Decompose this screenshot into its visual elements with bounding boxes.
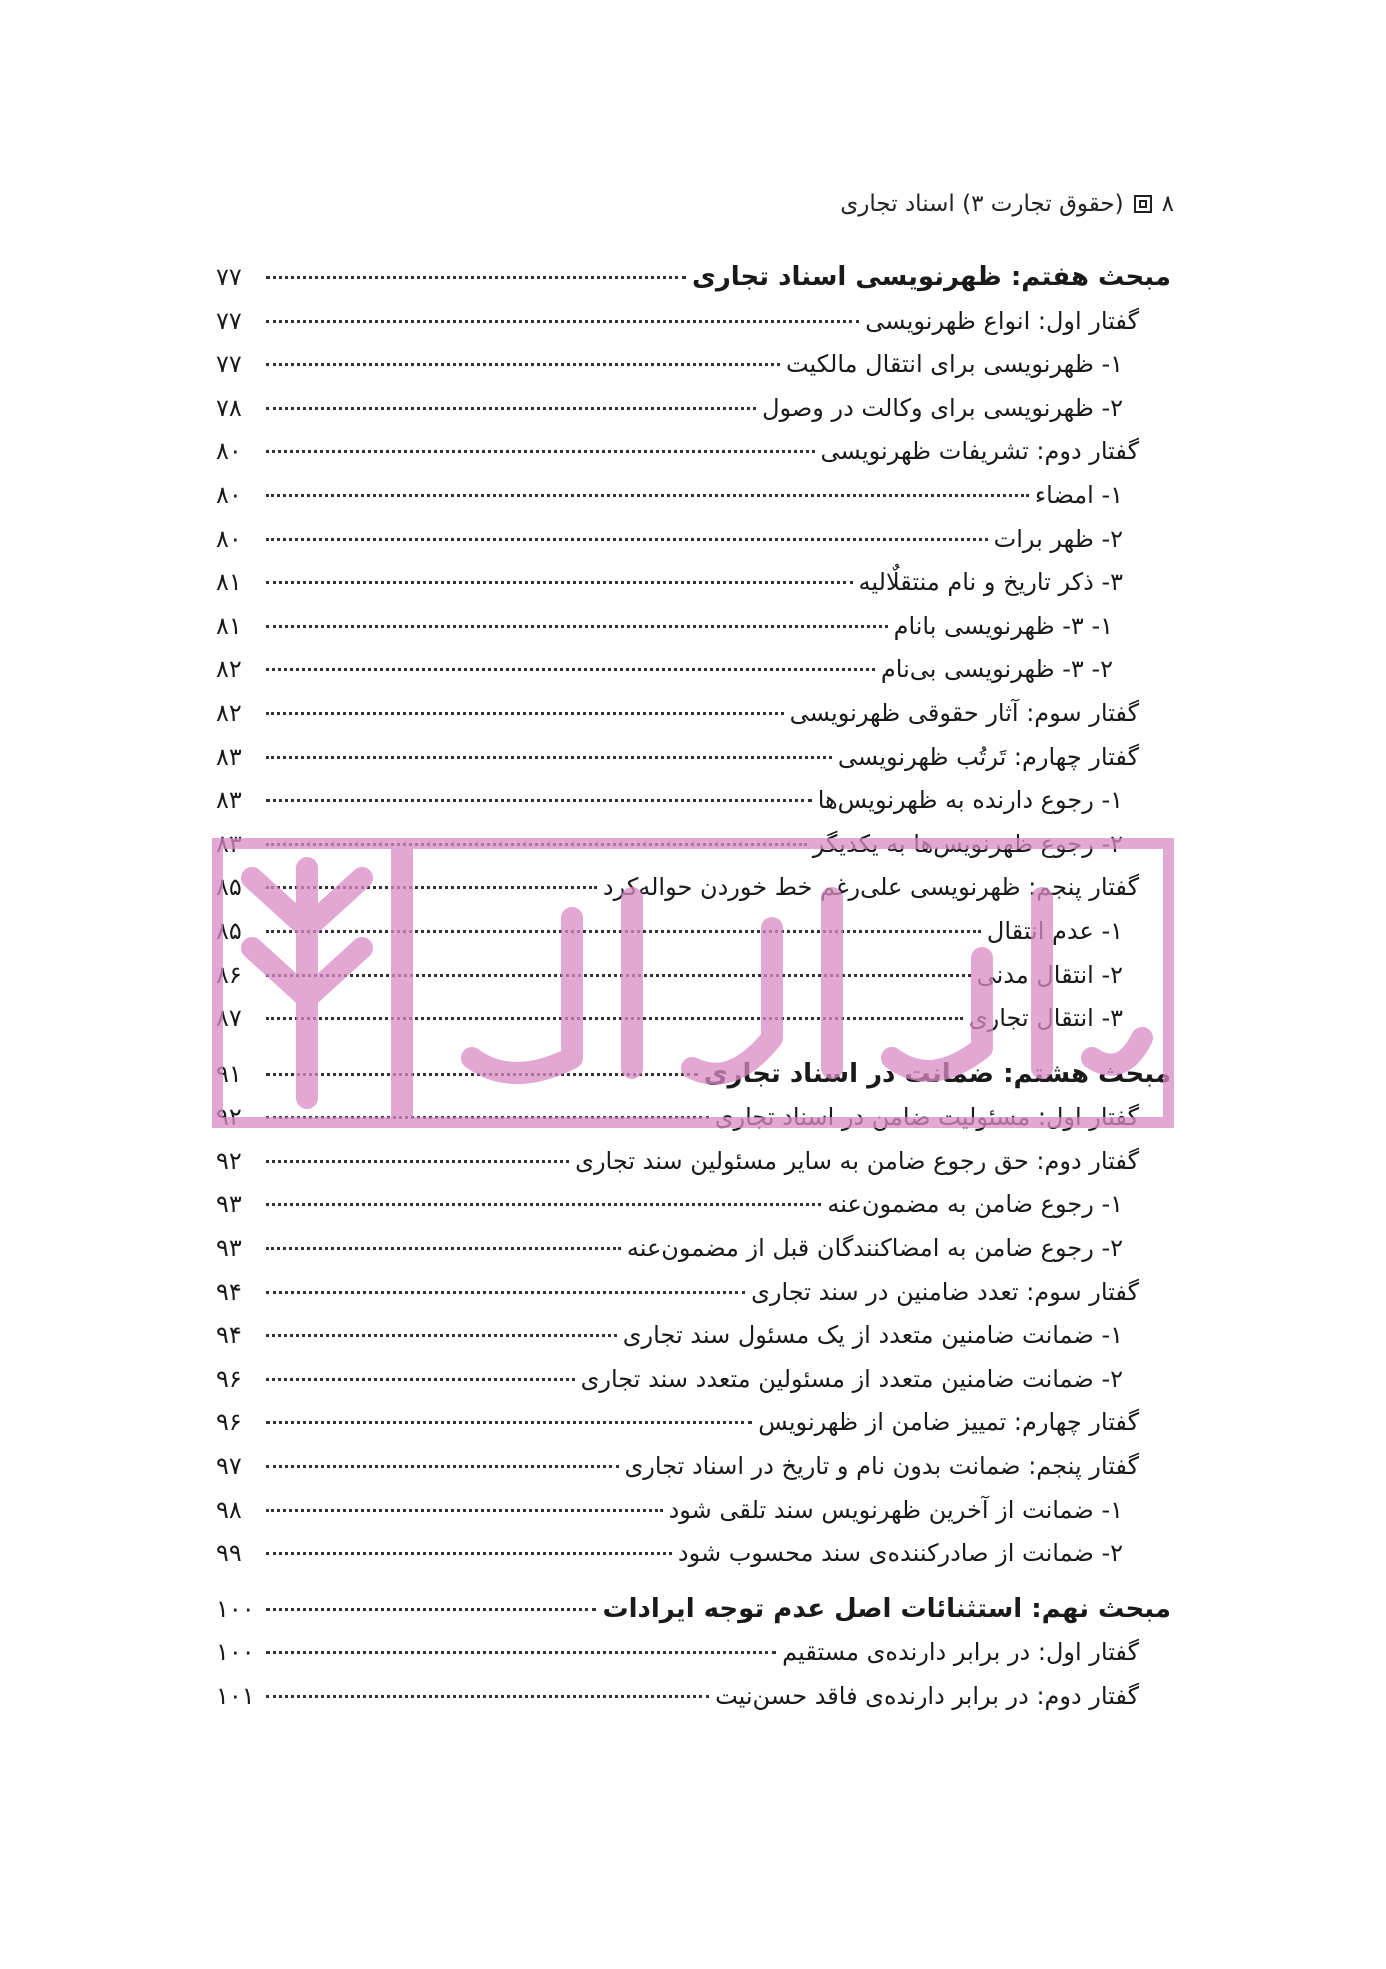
toc-entry-row xyxy=(216,648,1171,692)
toc-entry-row xyxy=(216,1096,1171,1140)
toc-page-number: ۸۳ xyxy=(216,786,242,815)
toc-entry-row xyxy=(216,823,1171,867)
toc-entry-title: مبحث نهم: استثنائات اصل عدم توجه ایرادات xyxy=(602,1593,1171,1624)
toc-page-number: ۹۲ xyxy=(216,1103,242,1132)
toc-entry-row xyxy=(216,1314,1171,1358)
toc-entry-row xyxy=(216,605,1171,649)
dot-leader xyxy=(266,449,815,453)
header-book-title: (حقوق تجارت ۳) اسناد تجاری xyxy=(840,191,1124,217)
dot-leader xyxy=(266,1016,963,1020)
dot-leader xyxy=(266,667,875,671)
toc-page-number: ۸۲ xyxy=(216,698,242,727)
toc-entry-title: ۱- ظهرنویسی برای انتقال مالکیت xyxy=(785,350,1123,379)
toc-page-number: ۹۴ xyxy=(216,1321,242,1350)
toc-entry-title: گفتار دوم: تشریفات ظهرنویسی xyxy=(820,437,1139,466)
toc-entry-row xyxy=(216,1532,1171,1576)
dot-leader xyxy=(266,842,807,846)
toc-entry-title: ۲- ظهر برات xyxy=(993,524,1123,553)
toc-entry-row xyxy=(216,954,1171,998)
toc-entry-row xyxy=(216,474,1171,518)
toc-entry-row xyxy=(216,866,1171,910)
toc-page-number: ۹۴ xyxy=(216,1277,242,1306)
toc-entry-row xyxy=(216,1675,1171,1719)
dot-leader xyxy=(266,362,780,366)
toc-page-number: ۹۱ xyxy=(216,1059,242,1088)
dot-leader xyxy=(266,275,686,279)
toc-entry-row xyxy=(216,561,1171,605)
dot-leader xyxy=(266,1377,575,1381)
toc-page-number: ۸۳ xyxy=(216,829,242,858)
toc-entry-title: گفتار پنجم: ضمانت بدون نام و تاریخ در اسناد تجاری xyxy=(624,1452,1139,1481)
toc-page-number: ۸۵ xyxy=(216,916,242,945)
table-of-contents xyxy=(216,256,1171,1719)
toc-entry-title: ۱- ضمانت ضامنین متعدد از یک مسئول سند تجاری xyxy=(622,1321,1123,1350)
dot-leader xyxy=(266,1694,709,1698)
square-box-icon xyxy=(1134,195,1152,213)
dot-leader xyxy=(266,1551,672,1555)
dot-leader xyxy=(266,1464,619,1468)
toc-entry-row xyxy=(216,300,1171,344)
toc-entry-title: ۲- رجوع ظهرنویس‌ها به یکدیگر xyxy=(812,829,1123,858)
dot-leader xyxy=(266,406,756,410)
dot-leader xyxy=(266,798,812,802)
dot-leader xyxy=(266,493,1029,497)
toc-page-number: ۷۷ xyxy=(216,306,242,335)
toc-entry-title: ۱- ضمانت از آخرین ظهرنویس سند تلقی شود xyxy=(668,1495,1123,1524)
toc-entry-title: گفتار سوم: تعدد ضامنین در سند تجاری xyxy=(751,1277,1139,1306)
toc-entry-title: گفتار اول: مسئولیت ضامن در اسناد تجاری xyxy=(714,1103,1139,1132)
toc-entry-title: ۲- ظهرنویسی برای وکالت در وصول xyxy=(762,393,1123,422)
toc-page-number: ۹۳ xyxy=(216,1234,242,1263)
toc-section-row xyxy=(216,1588,1171,1632)
toc-entry-title: ۳- انتقال تجاری xyxy=(968,1004,1123,1033)
dot-leader xyxy=(266,624,888,628)
toc-entry-row xyxy=(216,1227,1171,1271)
toc-entry-title: ۳- ذکر تاریخ و نام منتقلٌالیه xyxy=(858,568,1123,597)
toc-entry-row xyxy=(216,1401,1171,1445)
dot-leader xyxy=(266,1333,617,1337)
toc-entry-row xyxy=(216,779,1171,823)
toc-page-number: ۹۲ xyxy=(216,1146,242,1175)
toc-section-row xyxy=(216,256,1171,300)
dot-leader xyxy=(266,1650,776,1654)
dot-leader xyxy=(266,929,981,933)
toc-page-number: ۸۲ xyxy=(216,655,242,684)
toc-entry-title: گفتار دوم: در برابر دارنده‌ی فاقد حسن‌نیت xyxy=(715,1682,1139,1710)
toc-entry-title: گفتار چهارم: تَرتُب ظهرنویسی xyxy=(837,742,1139,771)
dot-leader xyxy=(266,973,971,977)
toc-entry-row xyxy=(216,430,1171,474)
toc-entry-row xyxy=(216,1271,1171,1315)
toc-page-number: ۸۱ xyxy=(216,611,242,640)
toc-entry-title: گفتار اول: انواع ظهرنویسی xyxy=(865,306,1139,335)
toc-entry-row xyxy=(216,1631,1171,1675)
dot-leader xyxy=(266,1159,569,1163)
toc-page-number: ۸۶ xyxy=(216,960,242,989)
toc-entry-row xyxy=(216,1358,1171,1402)
toc-page-number: ۹۷ xyxy=(216,1452,242,1481)
toc-entry-title: مبحث هشتم: ضمانت در اسناد تجاری xyxy=(703,1058,1171,1089)
dot-leader xyxy=(266,885,597,889)
toc-entry-title: ۱- ۳- ظهرنویسی بانام xyxy=(893,611,1113,640)
dot-leader xyxy=(266,319,859,323)
toc-page-number: ۸۷ xyxy=(216,1004,242,1033)
toc-entry-title: مبحث هفتم: ظهرنویسی اسناد تجاری xyxy=(692,262,1171,292)
toc-entry-row xyxy=(216,518,1171,562)
toc-entry-row xyxy=(216,692,1171,736)
toc-entry-title: ۲- رجوع ضامن به امضاکنندگان قبل از مضمون‌عنه xyxy=(626,1234,1123,1263)
toc-page-number: ۸۳ xyxy=(216,742,242,771)
page-header xyxy=(574,186,1174,222)
header-page-number: ۸ xyxy=(1161,191,1174,217)
toc-entry-title: گفتار دوم: حق رجوع ضامن به سایر مسئولین سند تجاری xyxy=(575,1146,1139,1175)
dot-leader xyxy=(266,755,832,759)
toc-page-number: ۸۰ xyxy=(216,480,242,509)
toc-entry-title: ۱- عدم انتقال xyxy=(986,916,1123,945)
toc-page-number: ۷۸ xyxy=(216,393,242,422)
toc-entry-row xyxy=(216,387,1171,431)
dot-leader xyxy=(266,1246,621,1250)
toc-page-number: ۹۹ xyxy=(216,1539,242,1568)
toc-page-number: ۸۰ xyxy=(216,524,242,553)
dot-leader xyxy=(266,1202,821,1206)
toc-entry-title: ۲- ضمانت از صادرکننده‌ی سند محسوب شود xyxy=(677,1539,1123,1568)
toc-entry-row xyxy=(216,1140,1171,1184)
toc-page-number: ۸۵ xyxy=(216,873,242,902)
dot-leader xyxy=(266,1072,698,1076)
toc-entry-title: ۲- ۳- ظهرنویسی بی‌نام xyxy=(880,655,1113,684)
toc-page-number: ۷۷ xyxy=(216,350,242,379)
toc-entry-title: ۲- انتقال مدنی xyxy=(976,960,1123,989)
toc-entry-row xyxy=(216,910,1171,954)
toc-entry-title: ۱- امضاء xyxy=(1034,480,1123,509)
toc-page-number: ۸۱ xyxy=(216,568,242,597)
toc-page-number: ۱۰۱ xyxy=(216,1682,255,1710)
toc-page-number: ۱۰۰ xyxy=(216,1594,255,1623)
toc-entry-title: گفتار پنجم: ظهرنویسی علی‌رغم خط خوردن حواله‌کرد xyxy=(602,873,1139,902)
toc-page-number: ۸۰ xyxy=(216,437,242,466)
dot-leader xyxy=(266,1508,663,1512)
dot-leader xyxy=(266,1290,745,1294)
dot-leader xyxy=(266,537,988,541)
toc-entry-row xyxy=(216,1183,1171,1227)
dot-leader xyxy=(266,1607,596,1611)
toc-entry-row xyxy=(216,1445,1171,1489)
toc-page-number: ۹۶ xyxy=(216,1408,242,1437)
toc-entry-title: گفتار اول: در برابر دارنده‌ی مستقیم xyxy=(782,1638,1139,1667)
dot-leader xyxy=(266,580,853,584)
dot-leader xyxy=(266,1115,709,1119)
toc-entry-row xyxy=(216,736,1171,780)
toc-entry-title: ۲- ضمانت ضامنین متعدد از مسئولین متعدد سند تجاری xyxy=(580,1364,1123,1393)
toc-page-number: ۹۶ xyxy=(216,1364,242,1393)
toc-entry-row xyxy=(216,997,1171,1041)
toc-page-number: ۹۸ xyxy=(216,1495,242,1524)
toc-section-row xyxy=(216,1053,1171,1097)
toc-page-number: ۷۷ xyxy=(216,263,242,291)
dot-leader xyxy=(266,711,784,715)
dot-leader xyxy=(266,1420,752,1424)
toc-entry-row xyxy=(216,1489,1171,1533)
toc-entry-title: ۱- رجوع دارنده به ظهرنویس‌ها xyxy=(817,786,1123,815)
toc-page-number: ۹۳ xyxy=(216,1190,242,1219)
toc-entry-title: گفتار سوم: آثار حقوقی ظهرنویسی xyxy=(789,698,1139,727)
toc-page-number: ۱۰۰ xyxy=(216,1638,255,1667)
toc-entry-title: گفتار چهارم: تمییز ضامن از ظهرنویس xyxy=(758,1408,1139,1437)
toc-entry-title: ۱- رجوع ضامن به مضمون‌عنه xyxy=(827,1190,1123,1219)
toc-entry-row xyxy=(216,343,1171,387)
